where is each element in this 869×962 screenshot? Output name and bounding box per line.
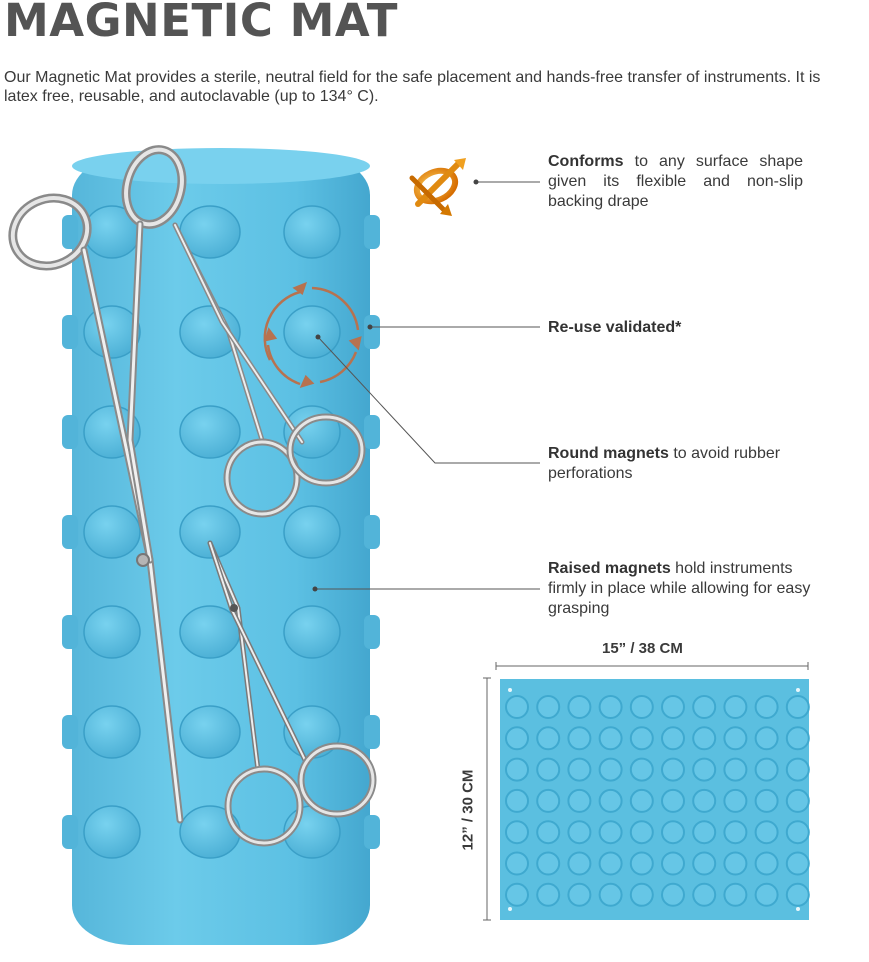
flat-mat-magnet: [662, 696, 684, 718]
flat-mat-magnet: [568, 727, 590, 749]
callout-round-bold: Round magnets: [548, 445, 669, 462]
callout-conforms: [548, 152, 803, 212]
flat-mat-magnet: [537, 727, 559, 749]
width-dimension-label: 15” / 38 CM: [602, 640, 683, 657]
rolled-mat-bump: [284, 306, 340, 358]
flat-mat-magnet: [756, 821, 778, 843]
flat-mat-magnet: [693, 790, 715, 812]
callout-raised-magnets: [548, 559, 823, 619]
flat-mat-magnet: [631, 727, 653, 749]
flat-mat-magnet: [724, 884, 746, 906]
intro-paragraph: Our Magnetic Mat provides a sterile, neutral field for the safe placement and hands-free transfer of instruments. It is latex free, reusable, and autoclavable (up to 134° C).: [4, 69, 821, 105]
flat-mat-magnet: [506, 884, 528, 906]
rolled-mat-bump: [284, 506, 340, 558]
flat-mat-magnet: [537, 821, 559, 843]
rolled-mat-edge-tab: [62, 415, 78, 449]
rolled-mat-edge-tab: [364, 715, 380, 749]
rolled-mat-bump: [180, 706, 240, 758]
flat-mat-magnet: [724, 853, 746, 875]
rolled-mat-edge-tab: [62, 515, 78, 549]
rolled-mat-bump: [284, 606, 340, 658]
callout-round-text: to avoid rubber perforations: [548, 445, 781, 482]
flat-mat-magnet: [756, 696, 778, 718]
flat-mat-magnet: [506, 759, 528, 781]
flat-mat-magnet: [506, 821, 528, 843]
flat-mat-magnet: [568, 821, 590, 843]
flex-arrows-icon: [412, 158, 466, 216]
flat-mat-magnet: [631, 884, 653, 906]
flat-mat-magnet: [631, 790, 653, 812]
flat-mat-magnet: [756, 853, 778, 875]
flat-mat-magnet: [506, 727, 528, 749]
flat-mat-magnet: [506, 696, 528, 718]
callout-raised-bold: Raised magnets: [548, 560, 671, 577]
flat-mat-magnet: [787, 759, 809, 781]
rolled-mat-bump: [84, 506, 140, 558]
rolled-mat-bump: [180, 606, 240, 658]
callout-reuse: [548, 318, 828, 338]
flat-mat-magnet: [724, 727, 746, 749]
flat-mat-magnet: [724, 759, 746, 781]
flat-mat-magnet: [662, 884, 684, 906]
flat-mat-magnet: [756, 790, 778, 812]
rolled-mat-edge-tab: [364, 215, 380, 249]
flat-mat-magnet: [568, 884, 590, 906]
flat-mat-magnet: [693, 759, 715, 781]
flat-mat-magnet: [537, 759, 559, 781]
rolled-mat-edge-tab: [364, 615, 380, 649]
flat-mat-magnet: [787, 884, 809, 906]
flat-mat-magnet: [787, 790, 809, 812]
flat-mat-magnet: [693, 884, 715, 906]
flat-mat-magnet: [568, 853, 590, 875]
rolled-mat-edge-tab: [364, 815, 380, 849]
flat-mat-magnet: [662, 821, 684, 843]
flat-mat-magnet: [724, 821, 746, 843]
rolled-mat-bump: [180, 406, 240, 458]
rolled-mat: [62, 148, 380, 945]
rolled-mat-bump: [284, 206, 340, 258]
flat-mat-magnet: [756, 759, 778, 781]
flat-mat-magnet: [631, 853, 653, 875]
flat-mat-magnet: [756, 727, 778, 749]
flat-mat-magnet: [568, 790, 590, 812]
rolled-mat-edge-tab: [364, 415, 380, 449]
rolled-mat-bump: [84, 606, 140, 658]
callout-conforms-bold: Conforms: [548, 153, 624, 170]
flat-mat-magnet: [600, 790, 622, 812]
height-dimension-label: 12” / 30 CM: [459, 769, 477, 851]
callout-round-magnets: [548, 444, 838, 484]
flat-mat-magnet: [693, 821, 715, 843]
flat-mat-magnet: [662, 727, 684, 749]
rolled-mat-bump: [84, 806, 140, 858]
flat-mat-magnet: [787, 696, 809, 718]
flat-mat-magnet: [662, 853, 684, 875]
page-title: MAGNETIC MAT: [4, 0, 398, 47]
rolled-mat-edge-tab: [62, 615, 78, 649]
flat-mat: [500, 679, 809, 920]
flat-mat-magnet: [600, 696, 622, 718]
rolled-mat-edge-tab: [62, 715, 78, 749]
rolled-mat-edge-tab: [62, 215, 78, 249]
flat-mat-magnet: [537, 884, 559, 906]
flat-mat-magnet: [506, 790, 528, 812]
rolled-mat-bump: [84, 706, 140, 758]
flat-mat-magnet: [693, 696, 715, 718]
flat-mat-magnet: [506, 853, 528, 875]
rolled-mat-edge-tab: [62, 815, 78, 849]
flat-mat-magnet: [600, 884, 622, 906]
callout-conforms-text: to any surface shape given its flexible and non-slip backing drape: [548, 153, 803, 210]
flat-mat-magnet: [537, 853, 559, 875]
flat-mat-magnet: [724, 790, 746, 812]
flat-mat-magnet: [568, 696, 590, 718]
rolled-mat-edge-tab: [364, 315, 380, 349]
flat-mat-magnet: [537, 696, 559, 718]
callout-reuse-bold: Re-use validated*: [548, 319, 682, 336]
flat-mat-magnet: [787, 821, 809, 843]
callout-raised-text: hold instruments firmly in place while allowing for easy grasping: [548, 560, 811, 617]
flat-mat-magnet: [631, 696, 653, 718]
flat-mat-magnet: [787, 853, 809, 875]
flat-mat-magnet: [568, 759, 590, 781]
flat-mat-magnet: [600, 727, 622, 749]
flat-mat-magnet: [756, 884, 778, 906]
flat-mat-magnet: [693, 727, 715, 749]
flat-mat-magnet: [662, 759, 684, 781]
flat-mat-magnet: [537, 790, 559, 812]
flat-mat-magnet: [787, 727, 809, 749]
rolled-mat-edge-tab: [62, 315, 78, 349]
flat-mat-magnet: [693, 853, 715, 875]
flat-mat-magnet: [600, 821, 622, 843]
flat-mat-magnet: [662, 790, 684, 812]
rolled-mat-edge-tab: [364, 515, 380, 549]
flat-mat-magnet: [600, 759, 622, 781]
flat-mat-magnet: [631, 821, 653, 843]
flat-mat-magnet: [724, 696, 746, 718]
flat-mat-magnet: [600, 853, 622, 875]
flat-mat-magnet: [631, 759, 653, 781]
